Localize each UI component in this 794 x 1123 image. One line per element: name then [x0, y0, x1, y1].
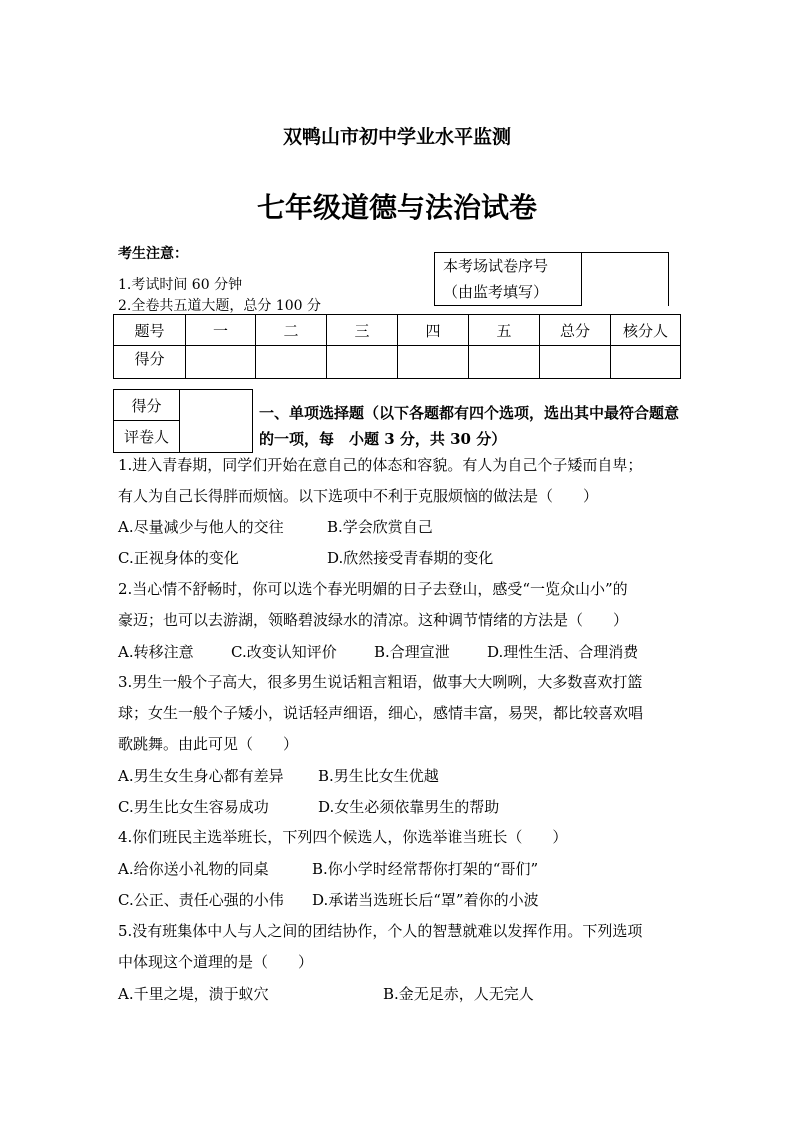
- score-cell-5[interactable]: [469, 346, 540, 379]
- grader-score-label: 得分: [114, 390, 180, 421]
- q1-option-c[interactable]: C.正视身体的变化: [118, 549, 239, 567]
- section-1-title: 一、单项选择题（以下各题都有四个选项，选出其中最符合题意的一项，每 小题 3 分，共 30 分）: [259, 404, 680, 448]
- q1-option-b[interactable]: B.学会欣赏自己: [327, 518, 433, 536]
- q2-option-b[interactable]: B.合理宣泄: [374, 643, 450, 661]
- question-3-stem: [118, 667, 678, 760]
- score-header-5: 五: [469, 315, 540, 346]
- question-5-stem: [118, 916, 678, 978]
- notice-line-2: 2.全卷共五道大题，总分 100 分: [118, 298, 321, 314]
- score-header-checker: 核分人: [611, 315, 681, 346]
- question-3-line-2: 球；女生一般个子矮小，说话轻声细语，细心，感情丰富，易哭，都比较喜欢唱: [118, 704, 644, 722]
- serial-label-line-2: （由监考填写）: [443, 283, 549, 301]
- q3-option-b[interactable]: B.男生比女生优越: [318, 767, 439, 785]
- score-row-label: 得分: [114, 346, 186, 379]
- q2-option-a[interactable]: A.转移注意: [118, 643, 194, 661]
- score-header-total: 总分: [540, 315, 611, 346]
- score-header-2: 二: [256, 315, 327, 346]
- score-header-4: 四: [398, 315, 469, 346]
- question-2-line-2: 豪迈；也可以去游湖，领略碧波绿水的清凉。这种调节情绪的方法是（ ）: [118, 611, 629, 629]
- score-header-1: 一: [186, 315, 256, 346]
- score-cell-total[interactable]: [540, 346, 611, 379]
- q3-option-c[interactable]: C.男生比女生容易成功: [118, 798, 269, 816]
- q4-option-b[interactable]: B.你小学时经常帮你打架的“哥们”: [312, 860, 539, 878]
- grader-box: [113, 389, 253, 453]
- q4-option-d[interactable]: D.承诺当选班长后“罩”着你的小波: [312, 891, 539, 909]
- grader-field[interactable]: [180, 390, 253, 453]
- q5-option-b[interactable]: B.金无足赤，人无完人: [383, 985, 534, 1003]
- serial-number-field[interactable]: [582, 253, 669, 306]
- exam-subject-title: 七年级道德与法治试卷: [256, 191, 537, 224]
- serial-label-line-1: 本考场试卷序号: [443, 257, 549, 275]
- q4-option-c[interactable]: C.公正、责任心强的小伟: [118, 891, 284, 909]
- q1-option-d[interactable]: D.欣然接受青春期的变化: [327, 549, 494, 567]
- question-1-line-2: 有人为自己长得胖而烦恼。以下选项中不利于克服烦恼的做法是（ ）: [118, 487, 599, 505]
- q2-option-d[interactable]: D.理性生活、合理消费: [487, 643, 639, 661]
- question-3-line-1: 3.男生一般个子高大，很多男生说话粗言粗语，做事大大咧咧，大多数喜欢打篮: [118, 673, 643, 691]
- question-2-stem: [118, 574, 678, 636]
- score-table: [113, 314, 681, 379]
- question-5-line-2: 中体现这个道理的是（ ）: [118, 953, 314, 971]
- question-3-line-3: 歌跳舞。由此可见（ ）: [118, 735, 299, 753]
- score-cell-4[interactable]: [398, 346, 469, 379]
- notice-heading: 考生注意：: [118, 246, 188, 262]
- score-cell-3[interactable]: [327, 346, 398, 379]
- q3-option-d[interactable]: D.女生必须依靠男生的帮助: [318, 798, 500, 816]
- question-4-line-1: 4.你们班民主选举班长，下列四个候选人，你选举谁当班长（ ）: [118, 828, 568, 846]
- grader-name-label: 评卷人: [114, 421, 180, 453]
- score-header-3: 三: [327, 315, 398, 346]
- q1-option-a[interactable]: A.尽量减少与他人的交往: [118, 518, 284, 536]
- serial-number-box: [434, 252, 669, 306]
- exam-header-title: 双鸭山市初中学业水平监测: [282, 126, 511, 148]
- q4-option-a[interactable]: A.给你送小礼物的同桌: [118, 860, 269, 878]
- serial-number-label: [435, 253, 582, 306]
- q5-option-a[interactable]: A.千里之堤，溃于蚁穴: [118, 985, 269, 1003]
- score-cell-2[interactable]: [256, 346, 327, 379]
- question-2-line-1: 2.当心情不舒畅时，你可以选个春光明媚的日子去登山，感受“一览众山小”的: [118, 580, 628, 598]
- score-header-number: 题号: [114, 315, 186, 346]
- score-cell-checker[interactable]: [611, 346, 681, 379]
- score-cell-1[interactable]: [186, 346, 256, 379]
- notice-line-1: 1.考试时间 60 分钟: [118, 277, 243, 293]
- question-4-stem: [118, 822, 678, 853]
- q2-option-c[interactable]: C.改变认知评价: [231, 643, 337, 661]
- question-1-stem: [118, 450, 678, 512]
- question-5-line-1: 5.没有班集体中人与人之间的团结协作，个人的智慧就难以发挥作用。下列选项: [118, 922, 643, 940]
- q3-option-a[interactable]: A.男生女生身心都有差异: [118, 767, 284, 785]
- question-1-line-1: 1.进入青春期，同学们开始在意自己的体态和容貌。有人为自己个子矮而自卑；: [118, 456, 643, 474]
